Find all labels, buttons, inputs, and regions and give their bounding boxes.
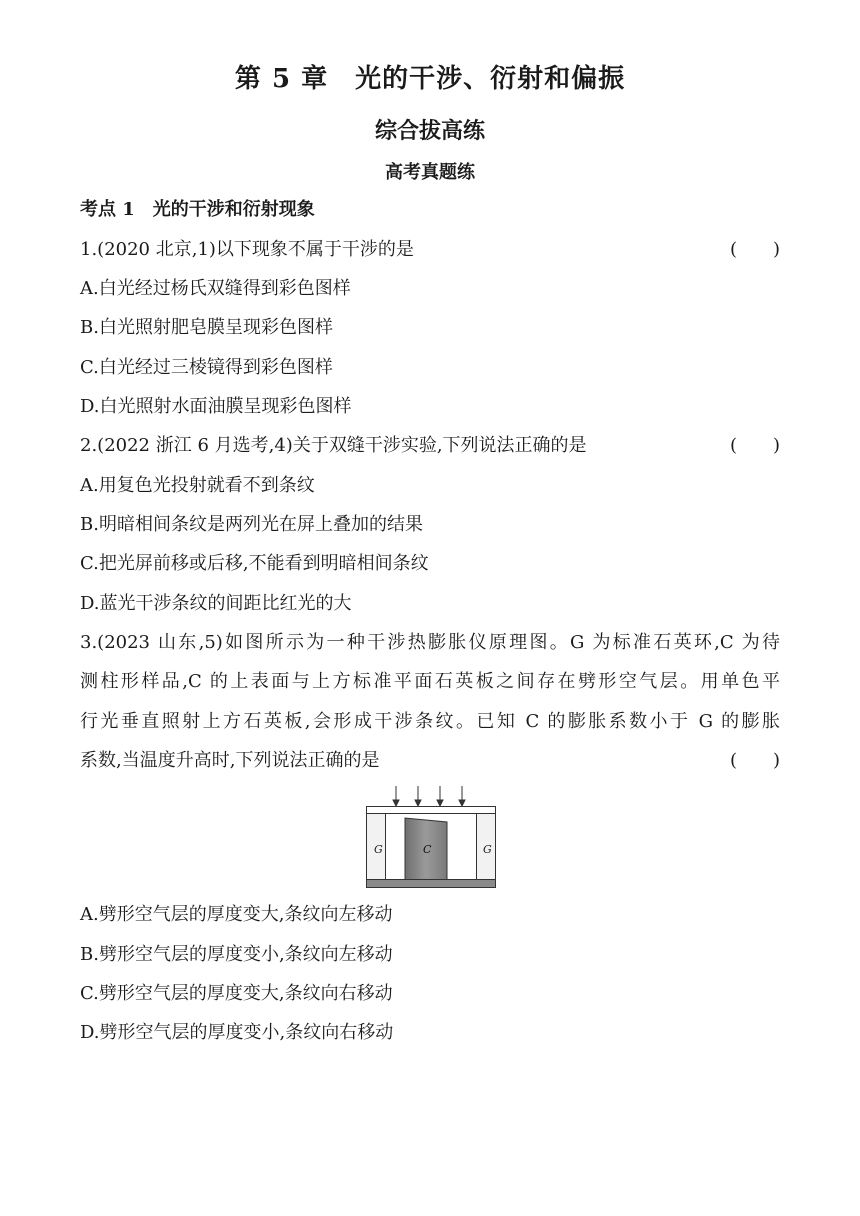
question-1-option-b: B.白光照射肥皂膜呈现彩色图样 xyxy=(80,317,333,338)
question-1-stem: 1.(2020 北京,1)以下现象不属于干涉的是 xyxy=(80,239,414,260)
question-2-option-c: C.把光屏前移或后移,不能看到明暗相间条纹 xyxy=(80,553,429,574)
top-quartz-plate xyxy=(367,807,496,814)
question-3-stem-line-4: 系数,当温度升高时,下列说法正确的是 xyxy=(80,750,380,771)
question-1-option-d: D.白光照射水面油膜呈现彩色图样 xyxy=(80,396,352,417)
dilatometer-diagram xyxy=(366,786,496,890)
question-3-option-a: A.劈形空气层的厚度变大,条纹向左移动 xyxy=(80,904,393,925)
question-2-option-d: D.蓝光干涉条纹的间距比红光的大 xyxy=(80,593,352,614)
incident-light-arrows xyxy=(393,786,465,806)
question-1-answer-bracket: ( ) xyxy=(729,239,780,260)
question-3-answer-bracket: ( ) xyxy=(729,750,780,771)
question-3-stem-line-1: 3.(2023 山东,5)如图所示为一种干涉热膨胀仪原理图。G 为标准石英环,C 为待 xyxy=(80,632,780,653)
question-1-option-a: A.白光经过杨氏双缝得到彩色图样 xyxy=(80,278,351,299)
question-2-option-a: A.用复色光投射就看不到条纹 xyxy=(80,475,315,496)
question-2-stem: 2.(2022 浙江 6 月选考,4)关于双缝干涉实验,下列说法正确的是 xyxy=(80,435,587,456)
question-3-stem-line-2: 测柱形样品,C 的上表面与上方标准平面石英板之间存在劈形空气层。用单色平 xyxy=(80,671,780,692)
subsection-title: 高考真题练 xyxy=(385,162,475,183)
question-3-option-b: B.劈形空气层的厚度变小,条纹向左移动 xyxy=(80,944,393,965)
label-g-right: G xyxy=(483,843,492,856)
section-title: 综合拔高练 xyxy=(374,118,485,144)
question-3-stem-line-3: 行光垂直照射上方石英板,会形成干涉条纹。已知 C 的膨胀系数小于 G 的膨胀 xyxy=(80,711,780,732)
topic-heading: 考点 1 光的干涉和衍射现象 xyxy=(80,199,315,220)
question-2-answer-bracket: ( ) xyxy=(729,435,780,456)
chapter-title: 第 5 章 光的干涉、衍射和偏振 xyxy=(234,64,626,94)
base-plate xyxy=(367,880,496,888)
question-3-option-c: C.劈形空气层的厚度变大,条纹向右移动 xyxy=(80,983,393,1004)
label-g-left: G xyxy=(374,843,383,856)
question-3-option-d: D.劈形空气层的厚度变小,条纹向右移动 xyxy=(80,1022,394,1043)
label-c: C xyxy=(423,843,432,856)
question-1-option-c: C.白光经过三棱镜得到彩色图样 xyxy=(80,357,333,378)
question-2-option-b: B.明暗相间条纹是两列光在屏上叠加的结果 xyxy=(80,514,423,535)
